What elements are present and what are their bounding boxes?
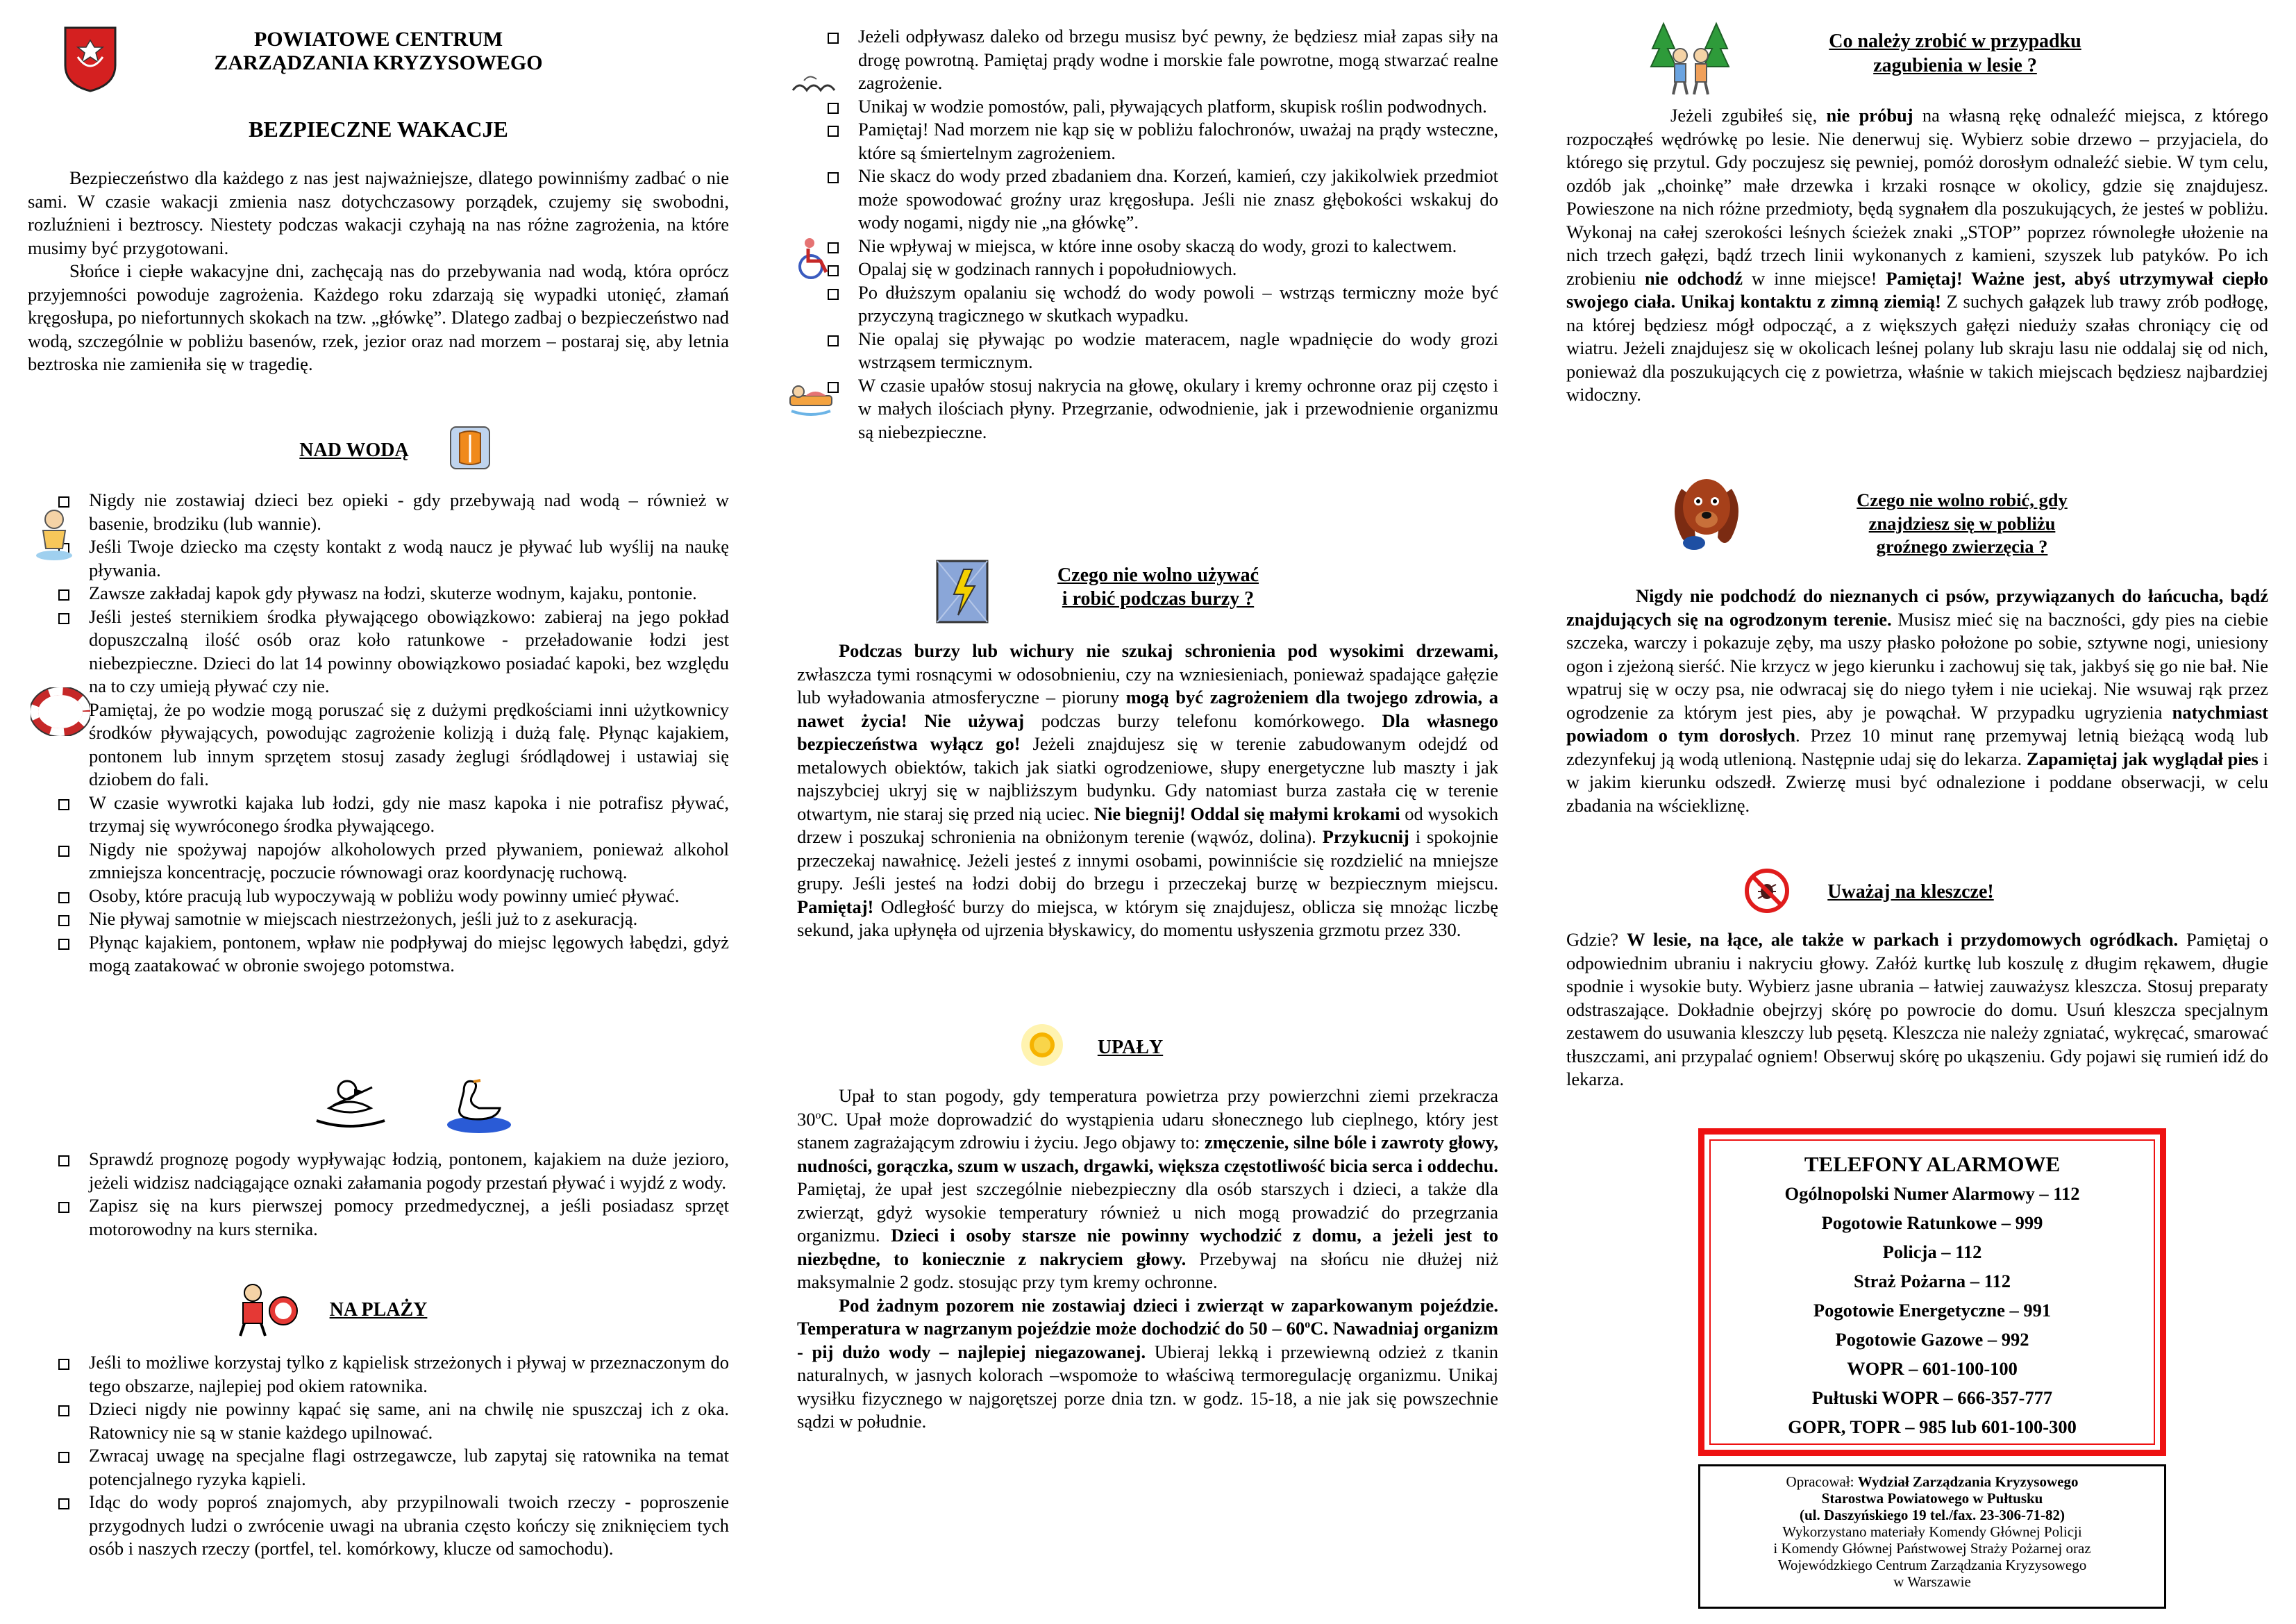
list-item: Jeśli jesteś sternikiem środka pływającego obowiązkowo: zabieraj na jego pokład dopuszczalną ilość osób oraz koło ratunkowe - przeładowanie łodzi jest niebezpieczne. Dzieci do lat 14 powinny obowiązkowo posiadać kapoki, bez względu na to czy umieją pływać czy nie. — [56, 605, 729, 698]
emergency-phones-box — [1698, 1128, 2166, 1456]
section-heading-forest-line2: zagubienia w lesie ? — [1873, 55, 2037, 76]
phone-number-row: Pogotowie Gazowe – 992 — [1835, 1328, 2029, 1350]
list-item: Nie opalaj się pływając po wodzie materacem, nagle wpadnięcie do wody grozi wstrząsem termicznym. — [825, 328, 1498, 374]
section-heading-heat: UPAŁY — [1097, 1037, 1164, 1058]
water-rules-list-2 — [56, 1148, 729, 1241]
section-heading-forest-line1: Co należy zrobić w przypadku — [1829, 31, 2081, 52]
lost-in-forest-icon — [1650, 21, 1733, 97]
section-heading-ticks: Uważaj na kleszcze! — [1827, 881, 1994, 903]
section-heading-beach: NA PLAŻY — [329, 1299, 428, 1321]
list-item: Pamiętaj, że po wodzie mogą poruszać się z dużymi prędkościami inni użytkownicy środków pływających, powodując zagrożenie kolizją i dużą falę. Płynąc kajakiem, pontonem lub innym sprzętem stosuj zasady żeglugi śródlądowej i ustawiaj się dziobem do fali. — [56, 698, 729, 792]
list-item: Zawsze zakładaj kapok gdy pływasz na łodzi, skuterze wodnym, kajaku, pontonie. — [56, 582, 729, 605]
list-item: W czasie wywrotki kajaka lub łodzi, gdy nie masz kapoka i nie potrafisz pływać, trzymaj się wywróconego środka pływającego. — [56, 792, 729, 838]
section-heading-storm-line1: Czego nie wolno używać — [1057, 564, 1259, 586]
phone-number-row: Pułtuski WOPR – 666-357-777 — [1811, 1387, 2053, 1408]
list-item: Jeśli Twoje dziecko ma częsty kontakt z wodą naucz je pływać lub wyślij na naukę pływania. — [56, 535, 729, 582]
list-item: Płynąc kajakiem, pontonem, wpław nie podpływaj do miejsc lęgowych łabędzi, gdyż mogą zaatakować w obronie swojego potomstwa. — [56, 931, 729, 978]
list-item: Sprawdź prognozę pogody wypływając łodzią, pontonem, kajakiem na duże jezioro, jeżeli widzisz nadciągające oznaki załamania pogody przestań pływać i wyjdź z wody. — [56, 1148, 729, 1194]
credits-line: (ul. Daszyńskiego 19 tel./fax. 23-306-71-82) — [1799, 1507, 2065, 1523]
wheelchair-icon — [793, 236, 835, 281]
doc-title: BEZPIECZNE WAKACJE — [249, 117, 508, 142]
credits-line: Starostwa Powiatowego w Pułtusku — [1821, 1490, 2043, 1507]
section-heading-dog-line1: Czego nie wolno robić, gdy — [1857, 489, 2068, 510]
credits-line: Wojewódzkiego Centrum Zarządzania Kryzysowego — [1777, 1557, 2087, 1573]
list-item: Po dłuższym opalaniu się wchodź do wody powoli – wstrząs termiczny może być przyczyną tragicznego w skutkach wypadku. — [825, 281, 1498, 328]
phone-number-row: WOPR – 601-100-100 — [1847, 1357, 2018, 1379]
beach-rules-list — [56, 1351, 729, 1561]
section-heading-dog-line2: znajdziesz się w pobliżu — [1868, 512, 2056, 534]
list-item: Dzieci nigdy nie powinny kąpać się same, ani na chwilę nie spuszczaj ich z oka. Ratownicy nie są w stanie każdego upilnować. — [56, 1398, 729, 1444]
lifebuoy-icon — [31, 687, 90, 736]
list-item: Jeżeli odpływasz daleko od brzegu musisz być pewny, że będziesz miał zapas siły na drogę powrotną. Pamiętaj prądy wodne i morskie fale powrotne, mogą stwarzać realne zagrożenie. — [825, 25, 1498, 95]
no-ticks-icon — [1744, 868, 1790, 914]
section-heading-storm-line2: i robić podczas burzy ? — [1062, 588, 1255, 610]
list-item: W czasie upałów stosuj nakrycia na głowę, okulary i kremy ochronne oraz pij często i w małych ilościach płyny. Przegrzanie, odwodnienie, jak i przewodnienie organizmu są niebezpieczne. — [825, 374, 1498, 444]
list-item: Jeśli to możliwe korzystaj tylko z kąpielisk strzeżonych i pływaj w przeznaczonym do tego obszarze, najlepiej pod okiem ratownika. — [56, 1351, 729, 1398]
list-item: Idąc do wody poproś znajomych, aby przypilnowali twoich rzeczy - poproszenie przygodnych ludzi o zwrócenie uwagi na ubrania często kończy się zniknięciem tych osób i naszych rzeczy (portfel, tel. komórkowy, klucze od samochodu). — [56, 1491, 729, 1561]
credits-line: Wykorzystano materiały Komendy Głównej Policji — [1782, 1523, 2082, 1540]
phone-number-row: Policja – 112 — [1882, 1241, 1982, 1262]
list-item: Opalaj się w godzinach rannych i popołudniowych. — [825, 258, 1498, 281]
list-item: Pamiętaj! Nad morzem nie kąp się w pobliżu falochronów, uważaj na prądy wsteczne, które są śmiertelnym zagrożeniem. — [825, 118, 1498, 165]
dog-icon — [1666, 471, 1747, 554]
list-item: Nie wpływaj w miejsca, w które inne osoby skaczą do wody, grozi to kalectwem. — [825, 235, 1498, 258]
lifeguard-icon — [228, 1282, 300, 1337]
dog-paragraph: Nigdy nie podchodź do nieznanych ci psów, przywiązanych do łańcucha, bądź znajdujących się na ogrodzonym terenie. Musisz mieć się na baczności, gdy pies na ciebie szczeka, warczy i pokazuje zęby, ma uszy płasko położone po sobie, sztywne nogi, uniesiony ogon i zjeżoną sierść. Nie krzycz w jego kierunku i zachowuj się tak, jakbyś się go nie bał. Nie wpatruj się w oczy psa, nie odwracaj się do niego tyłem i nie uciekaj. Nie wsuwaj rąk przez ogrodzenie za którym jest pies, aby je powąchał. W przypadku ugryzienia natychmiast powiadom o tym dorosłych. Przez 10 minut ranę przemywaj letnią bieżącą wodą lub zdezynfekuj ją wodą utlenioną. Następnie udaj się do lekarza. Zapamiętaj jak wyglądał pies i w jakim kierunku odszedł. Zwierzę musi być odnalezione i poddane obserwacji, w celu zbadania na wściekliznę. — [1566, 585, 2268, 816]
org-name-line2: ZARZĄDZANIA KRYZYSOWEGO — [214, 51, 543, 74]
sun-icon — [1018, 1021, 1066, 1069]
intro-paragraph-1: Bezpieczeństwo dla każdego z nas jest najważniejsze, dlatego powinniśmy zadbać o nie sami. W czasie wakacji zmienia nasz dotychczasowy porządek, czujemy się swobodni, rozluźnieni i beztroscy. Niestety podczas wakacji czyhają na nas różne zagrożenia, na które musimy być przygotowani. — [28, 167, 729, 258]
list-item: Nie pływaj samotnie w miejscach niestrzeżonych, jeśli już to z asekuracją. — [56, 907, 729, 931]
credits-box — [1698, 1464, 2166, 1609]
list-item: Unikaj w wodzie pomostów, pali, pływających platform, skupisk roślin podwodnych. — [825, 95, 1498, 119]
phone-number-row: Straż Pożarna – 112 — [1854, 1270, 2011, 1291]
water-rules-list-3 — [825, 25, 1498, 444]
child-swimming-icon — [33, 507, 75, 562]
storm-paragraph: Podczas burzy lub wichury nie szukaj schronienia pod wysokimi drzewami, zwłaszcza tymi rosnącymi w odosobnieniu, czy na wzniesieniach, ponieważ spadające gałęzie lub wyładowania atmosferyczne – pioruny mogą być zagrożeniem dla twojego zdrowia, a nawet życia! Nie używaj podczas burzy telefonu komórkowego. Dla własnego bezpieczeństwa wyłącz go! Jeżeli znajdujesz się w terenie zabudowanym odejdź od metalowych obiektów, takich jak siatki ogrodzeniowe, słupy energetyczne lub maszty i jak najszybciej ukryj się w najbliższym budynku. Gdy natomiast burza zastała cię w terenie otwartym, nie staraj się przed nią uciec. Nie biegnij! Oddal się małymi krokami od wysokich drzew i poszukaj schronienia na obniżonym terenie (wąwóz, dolina). Przykucnij i spokojnie przeczekaj nawałnicę. Jeżeli jesteś z innymi osobami, powinniście się rozdzielić na mniejsze grupy. Jeśli jesteś na łodzi dobij do brzegu i przeczekaj burzę w bezpiecznym miejscu. Pamiętaj! Odległość burzy do miejsca, w którym się znajdujesz, oblicza się mnożąc liczbę sekund, jaka upłynęła od ujrzenia błyskawicy, do momentu usłyszenia grzmotu przez 330. — [797, 640, 1499, 940]
forest-paragraph: Jeżeli zgubiłeś się, nie próbuj na własną rękę odnaleźć miejsca, z którego rozpocząłeś wędrówkę po lesie. Nie denerwuj się. Wybierz sobie drzewo – przyjaciela, do którego się przytul. Gdy poczujesz się pewniej, pomóż dorosłym odnaleźć siebie. W tym celu, ozdób jak „choinkę” małe drzewka i krzaki rosnące w okolicy, gdzie się znajdujesz. Powieszone na nich różne przedmioty, będą sygnałem dla poszukujących, że jesteś w pobliżu. Wykonaj na całej szerokości leśnych ścieżek znaki „STOP” poprzez równoległe ułożenie na nich trzech gałęzi, bądź trzech linii wykonanych z kamieni, szyszek lub patyków. Po ich zrobieniu nie odchodź w inne miejsce! Pamiętaj! Ważne jest, abyś utrzymywał ciepło swojego ciała. Unikaj kontaktu z zimną ziemią! Z suchych gałązek lub trawy zrób podłogę, na której będziesz mógł odpocząć, a z większych gałęzi nieduży szałas chroniący cię od wiatru. Jeżeli znajdujesz się w okolicach leśnej polany lub skraju lasu nie oddalaj się od nich, ponieważ dla poszukujących cię z powietrza, właśnie w takich miejscach będziesz najbardziej widoczny. — [1566, 105, 2269, 405]
list-item: Osoby, które pracują lub wypoczywają w pobliżu wody powinny umieć pływać. — [56, 885, 729, 908]
list-item: Nie skacz do wody przed zbadaniem dna. Korzeń, kamień, czy jakikolwiek przedmiot może spowodować groźny uraz kręgosłupa. Jeśli nie znasz głębokości wskakuj do wody nogami, nigdy nie „na główkę”. — [825, 165, 1498, 235]
list-item: Zapisz się na kurs pierwszej pomocy przedmedycznej, a jeśli posiadasz sprzęt motorowodny na kurs sternika. — [56, 1194, 729, 1241]
water-rules-list — [56, 489, 729, 978]
phone-number-row: Pogotowie Ratunkowe – 999 — [1821, 1212, 2043, 1233]
org-name-line1: POWIATOWE CENTRUM — [253, 28, 503, 51]
credits-line: Opracował: Wydział Zarządzania Kryzysowego — [1786, 1473, 2079, 1490]
intro-paragraph-2: Słońce i ciepłe wakacyjne dni, zachęcają nas do przebywania nad wodą, która oprócz przyjemności powoduje zagrożenia. Każdego roku zdarzają się wypadki utonięć, złamań kręgosłupa, po niefortunnych skokach na tzw. „główkę”. Dlatego zadbaj o bezpieczeństwo nad wodą, szczególnie w pobliżu basenów, rzek, jezior oraz nad morzem – postaraj się, aby letnia beztroska nie zamieniła się w tragedię. — [28, 260, 729, 374]
kayak-duck-icon — [312, 1078, 389, 1133]
heat-paragraph-2: Pod żadnym pozorem nie zostawiaj dzieci i zwierząt w zaparkowanym pojeździe. Temperatura w nagrzanym pojeździe może dochodzić do 50 – 60$^o$C. Nawadniaj organizm - pij dużo wody – najlepiej niegazowanej. Ubieraj lekką i przewiewną odzież z tkanin naturalnych, w jasnych kolorach –wspomoże to właściwą termoregulację organizmu. Unikaj wysiłku fizycznego w najgorętszej porze dnia tzn. w godz. 15-18, a nie jak się powszechnie sądzi w południe. — [797, 1294, 1498, 1432]
life-jacket-icon — [449, 425, 492, 471]
list-item: Zwracaj uwagę na specjalne flagi ostrzegawcze, lub zapytaj się ratownika na temat potencjalnego ryzyka kąpieli. — [56, 1444, 729, 1491]
section-heading-dog-line3: groźnego zwierzęcia ? — [1876, 536, 2048, 557]
ticks-paragraph: Gdzie? W lesie, na łące, ale także w parkach i przydomowych ogródkach. Pamiętaj o odpowiednim ubraniu i nakryciu głowy. Załóż kurtkę lub koszulę z długim rękawem, długie spodnie i wysokie buty. Wybierz jasne ubrania – łatwiej zauważysz kleszcza. Stosuj preparaty odstraszające. Dokładnie obejrzyj skórę po powrocie do domu. Usuń kleszcza specjalnym zestawem do usuwania kleszczy lub pęsetą. Kleszcza nie należy zgniatać, wykręcać, smarować tłuszczami, ani przypalać ogniem! Obserwuj skórę po ukąszeniu. Gdy pojawi się rumień idź do lekarza. — [1566, 929, 2268, 1089]
credits-line: w Warszawie — [1893, 1573, 1971, 1590]
list-item: Nigdy nie spożywaj napojów alkoholowych przed pływaniem, ponieważ alkohol zmniejsza koncentrację, poczucie równowagi oraz koordynację ruchową. — [56, 838, 729, 885]
sunbathing-icon — [787, 380, 835, 417]
credits-line: i Komendy Głównej Państwowej Straży Pożarnej oraz — [1773, 1540, 2091, 1557]
swan-icon — [444, 1075, 514, 1135]
list-item: Nigdy nie zostawiaj dzieci bez opieki - gdy przebywają nad wodą – również w basenie, brodziku (lub wannie). — [56, 489, 729, 535]
phone-number-row: GOPR, TOPR – 985 lub 601-100-300 — [1788, 1416, 2077, 1437]
section-heading-water: NAD WODĄ — [299, 440, 409, 461]
phone-number-row: Pogotowie Energetyczne – 991 — [1813, 1299, 2052, 1321]
heat-paragraph-1: Upał to stan pogody, gdy temperatura powietrza przy powierzchni ziemi przekracza 30$^o$C. Upał może doprowadzić do wystąpienia udaru słonecznego lub cieplnego, który jest stanem zagrażającym zdrowiu i życiu. Jego objawy to: zmęczenie, silne bóle i zawroty głowy, nudności, gorączka, szum w uszach, drgawki, większa częstotliwość bicia serca i oddechu. Pamiętaj, że upał jest szczególnie niebezpieczny dla osób starszych i dzieci, a także dla zwierząt, gdyż wysokie temperatury również u nich mogą prowadzić do przegrzania organizmu. Dzieci i osoby starsze nie powinny wychodzić z domu, a jeżeli jest to niezbędne, to koniecznie z nakryciem głowy. Przebywaj na słońcu nie dłużej niż maksymalnie 2 godz. stosując przy tym kremy ochronne. — [797, 1085, 1499, 1292]
lightning-icon — [936, 560, 989, 623]
phone-number-row: Ogólnopolski Numer Alarmowy – 112 — [1784, 1182, 2080, 1204]
emergency-phones-title: TELEFONY ALARMOWE — [1804, 1152, 2061, 1176]
sea-wave-icon — [790, 69, 839, 97]
